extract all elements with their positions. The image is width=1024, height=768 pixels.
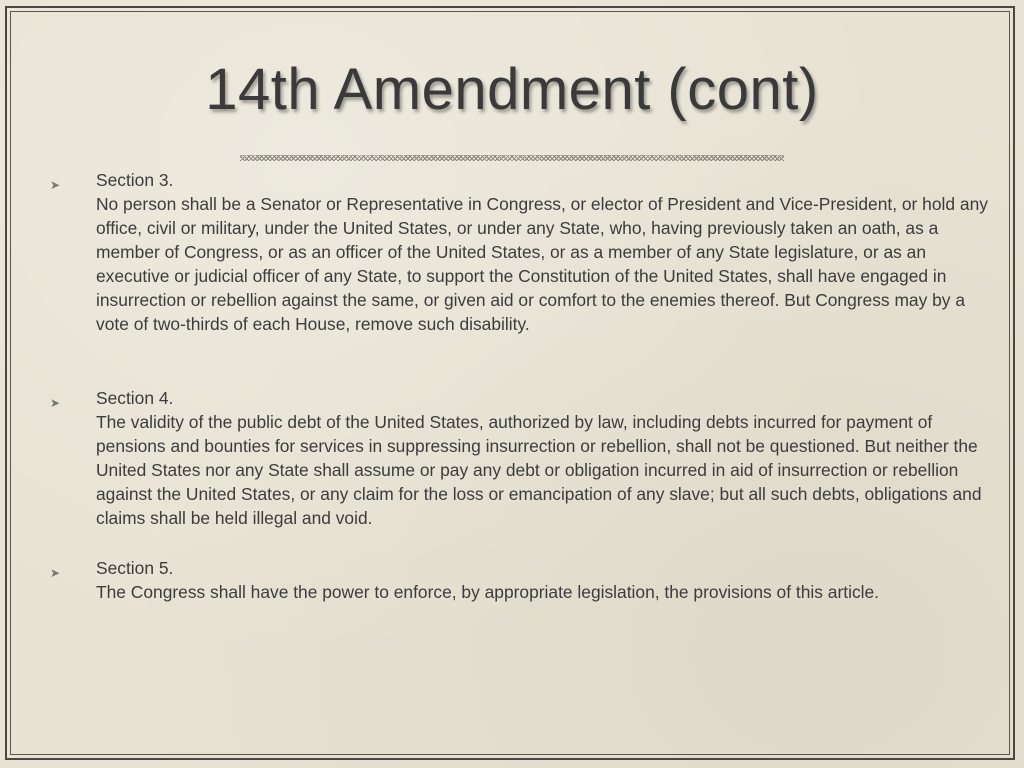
section-body: The validity of the public debt of the United States, authorized by law, including debts incurred for payment of pensions and bounties for services in suppressing insurrection or rebellion, shall not be questioned. But neither the United States nor any State shall assume or pay any debt or obligation incurred in aid of insurrection or rebellion against the United States, or any claim for the loss or emancipation of any slave; but all such debts, obligations and claims shall be held illegal and void. [96,412,982,528]
section-body: No person shall be a Senator or Representative in Congress, or elector of President and Vice-President, or hold any office, civil or military, under the United States, or under any State, who, having previously taken an oath, as a member of Congress, or as an officer of the United States, or as a member of any State legislature, or as an executive or judicial officer of any State, to support the Constitution of the United States, shall have engaged in insurrection or rebellion against the same, or given aid or comfort to the enemies thereof. But Congress may by a vote of two-thirds of each House, remove such disability. [96,194,988,334]
section-body: The Congress shall have the power to enforce, by appropriate legislation, the provisions of this article. [96,582,880,602]
arrow-bullet-icon: ➤ [50,566,61,580]
section-heading: Section 4. [96,388,174,408]
section-heading: Section 5. [96,558,174,578]
slide-title: 14th Amendment (cont) [205,57,819,122]
title-divider [240,155,784,161]
arrow-bullet-icon: ➤ [50,178,61,192]
section-heading: Section 3. [96,170,174,190]
arrow-bullet-icon: ➤ [50,396,61,410]
